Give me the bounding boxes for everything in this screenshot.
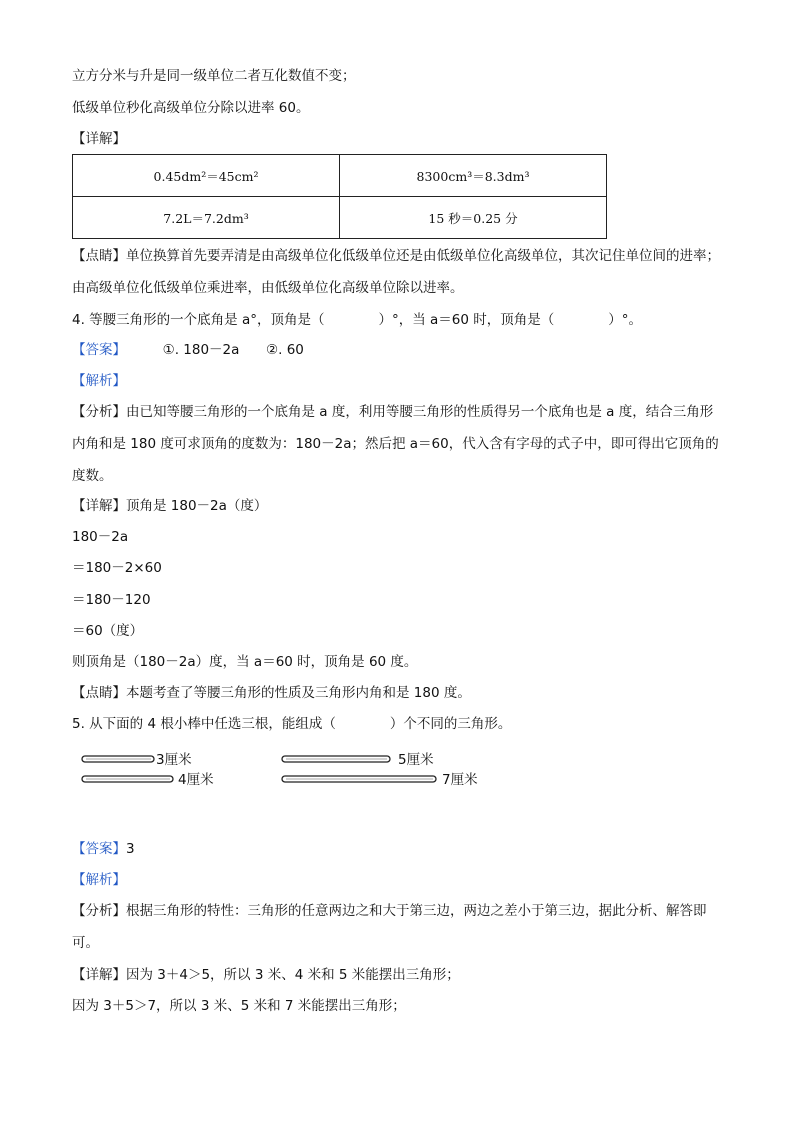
table-cell: 15 秒＝0.25 分 (340, 197, 607, 239)
table-cell: 7.2L＝7.2dm³ (73, 197, 340, 239)
answer-value-2: ②. 60 (266, 342, 304, 358)
intro-line-2: 低级单位秒化高级单位分除以进率 60。 (72, 100, 310, 116)
table-row (73, 155, 607, 197)
sticks-figure (0, 745, 794, 795)
tip-tag: 【点睛】 (72, 248, 126, 264)
detail-text: 顶角是 180－2a（度） (126, 498, 268, 514)
table-cell: 8300cm³＝8.3dm³ (340, 155, 607, 197)
tip-text: 单位换算首先要弄清是由高级单位化低级单位还是由低级单位化高级单位，其次记住单位间的进率；由高级单位化低级单位乘进率，由低级单位化高级单位除以进率。 (72, 248, 720, 296)
stick-7cm (282, 776, 436, 782)
fenxi-tag: 【分析】 (72, 404, 126, 420)
fenxi-text: 根据三角形的特性：三角形的任意两边之和大于第三边，两边之差小于第三边，据此分析、解答即可。 (72, 903, 707, 951)
detail-tag: 【详解】 (72, 498, 126, 514)
fenxi-text: 由已知等腰三角形的一个底角是 a 度，利用等腰三角形的性质得另一个底角也是 a 度，结合三角形内角和是 180 度可求顶角的度数为：180－2a；然后把 a＝60，代入含有字母的式子中，即可得出它顶角的度数。 (72, 404, 719, 484)
calc-step-2: ＝180－2×60 (72, 560, 162, 576)
fenxi-tag: 【分析】 (72, 903, 126, 919)
tip-line (72, 683, 471, 703)
stick-5cm (282, 756, 390, 762)
detail-line (72, 496, 267, 516)
conclusion: 则顶角是（180－2a）度，当 a＝60 时，顶角是 60 度。 (72, 654, 418, 670)
question-4: 4. 等腰三角形的一个底角是 a°，顶角是（ ）°，当 a＝60 时，顶角是（ ）°。 (72, 312, 643, 328)
stick-label: 4厘米 (178, 772, 214, 788)
tip-paragraph (72, 240, 720, 304)
detail-tag: 【详解】 (72, 131, 126, 147)
answer-value-1: ①. 180－2a (162, 342, 240, 358)
answer-5 (72, 839, 135, 859)
stick-label: 5厘米 (398, 752, 434, 768)
table-cell: 0.45dm²＝45cm² (73, 155, 340, 197)
answer-4 (72, 340, 304, 360)
table-row (73, 197, 607, 239)
answer-value: 3 (126, 841, 135, 857)
tip-tag: 【点睛】 (72, 685, 126, 701)
intro-line-1: 立方分米与升是同一级单位二者互化数值不变； (72, 68, 356, 84)
detail-line-2: 因为 3＋5＞7，所以 3 米、5 米和 7 米能摆出三角形； (72, 998, 406, 1014)
calc-step-4: ＝60（度） (72, 623, 144, 639)
stick-4cm (82, 776, 173, 782)
stick-3cm (82, 756, 154, 762)
calc-step-1: 180－2a (72, 529, 129, 545)
detail-tag: 【详解】 (72, 967, 126, 983)
fenxi-paragraph (72, 396, 720, 492)
conversion-table (72, 154, 607, 239)
detail-line (72, 965, 460, 985)
tip-text: 本题考查了等腰三角形的性质及三角形内角和是 180 度。 (126, 685, 471, 701)
answer-tag: 【答案】 (72, 841, 126, 857)
answer-tag: 【答案】 (72, 342, 126, 358)
analysis-tag: 【解析】 (72, 872, 126, 888)
calc-step-3: ＝180－120 (72, 592, 151, 608)
stick-label: 3厘米 (156, 752, 192, 768)
question-5: 5. 从下面的 4 根小棒中任选三根，能组成（ ）个不同的三角形。 (72, 716, 512, 732)
fenxi-paragraph (72, 895, 720, 959)
detail-text: 因为 3＋4＞5，所以 3 米、4 米和 5 米能摆出三角形； (126, 967, 460, 983)
analysis-tag: 【解析】 (72, 373, 126, 389)
stick-label: 7厘米 (442, 772, 478, 788)
